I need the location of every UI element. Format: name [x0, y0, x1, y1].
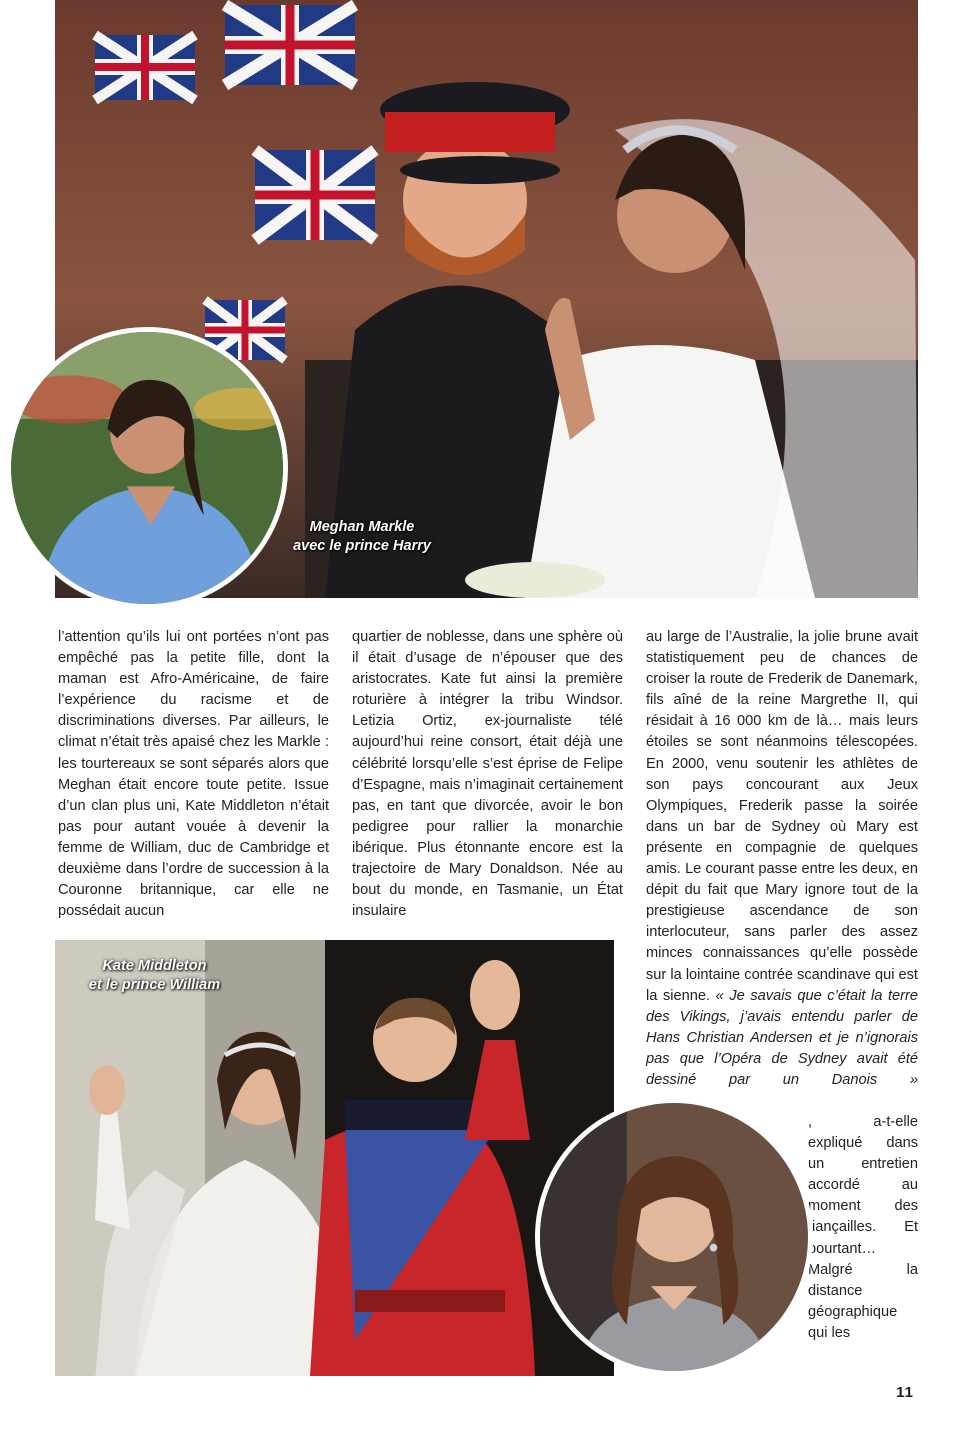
caption-line-1: Meghan Markle [309, 519, 415, 535]
article-quote: « Je savais que c’était la terre des Vikings, j’avais entendu parler de Hans Christian Andersen et je n’ignorais pas que l’Opéra de Sydney avait été dessiné par un Danois » [646, 987, 918, 1088]
article-paragraph-tail: , a-t-elle expliqué dans un entretien accordé au moment des fiançailles. Et pourtant… Malgré la distance géographique qui les [808, 1114, 918, 1341]
article-text: au large de l’Australie, la jolie brune avait statistiquement peu de chances de croiser la route de Frederik de Danemark, fils aîné de la reine Margrethe II, qui résidait à 16 000 km de là… mais leurs étoiles se sont néanmoins télescopées. En 2000, venu soutenir les athlètes de son pays concourant aux Jeux Olympiques, Frederik passe la soirée dans un bar de Sydney où Mary est présente en compagnie de quelques amis. Le courant passe entre les deux, en dépit du fait que Mary ignore tout de la prestigieuse ascendance de son interlocuteur, sans parler des assez minces connaissances qu’elle possède sur la lointaine contrée scandinave qui est la sienne. [646, 629, 918, 1004]
article-paragraph: l’attention qu’ils lui ont portées n’ont pas empêché pas la petite fille, dont la maman est Afro-Américaine, de faire l’expérience du racisme et de discriminations diverses. Par ailleurs, le climat n’était très apaisé chez les Markle : les tourtereaux se sont séparés alors que Meghan était encore toute petite. Issue d’un clan plus uni, Kate Middleton n’était pas pour autant vouée à devenir la femme de William, duc de Cambridge et deuxième dans l’ordre de succession à la Couronne britannique, car elle ne possédait aucun [58, 629, 329, 920]
article-column-3-wrap [808, 1112, 918, 1344]
article-paragraph: quartier de noblesse, dans une sphère où il était d’usage de n’épouser que des aristocrates. Kate fut ainsi la première roturière à intégrer la tribu Windsor. Letizia Ortiz, ex-journaliste télé aujourd’hui reine consort, était déjà une célébrité lorsqu’elle s’est éprise de Felipe d’Espagne, mais n’imaginait certainement pas, en tant que divorcée, avoir le bon pedigree pour rallier la monarchie ibérique. Plus étonnante encore est la trajectoire de Mary Donaldson. Née au bout du monde, en Tasmanie, un État insulaire [352, 629, 623, 920]
article-column-2 [352, 627, 623, 922]
kate-portrait-circle [535, 1098, 813, 1376]
caption-line-2: avec le prince Harry [293, 538, 431, 554]
caption-line-2: et le prince William [88, 977, 221, 993]
meghan-portrait-circle [6, 327, 288, 609]
photo-caption-harry-meghan [282, 518, 442, 556]
article-column-3 [646, 627, 918, 1112]
photo-caption-william-kate [72, 957, 237, 995]
wedding-photo-william-kate [55, 940, 614, 1376]
caption-line-1: Kate Middleton [102, 958, 207, 974]
article-paragraph [646, 627, 918, 1112]
article-column-1 [58, 627, 329, 922]
page-number: 11 [896, 1384, 914, 1401]
